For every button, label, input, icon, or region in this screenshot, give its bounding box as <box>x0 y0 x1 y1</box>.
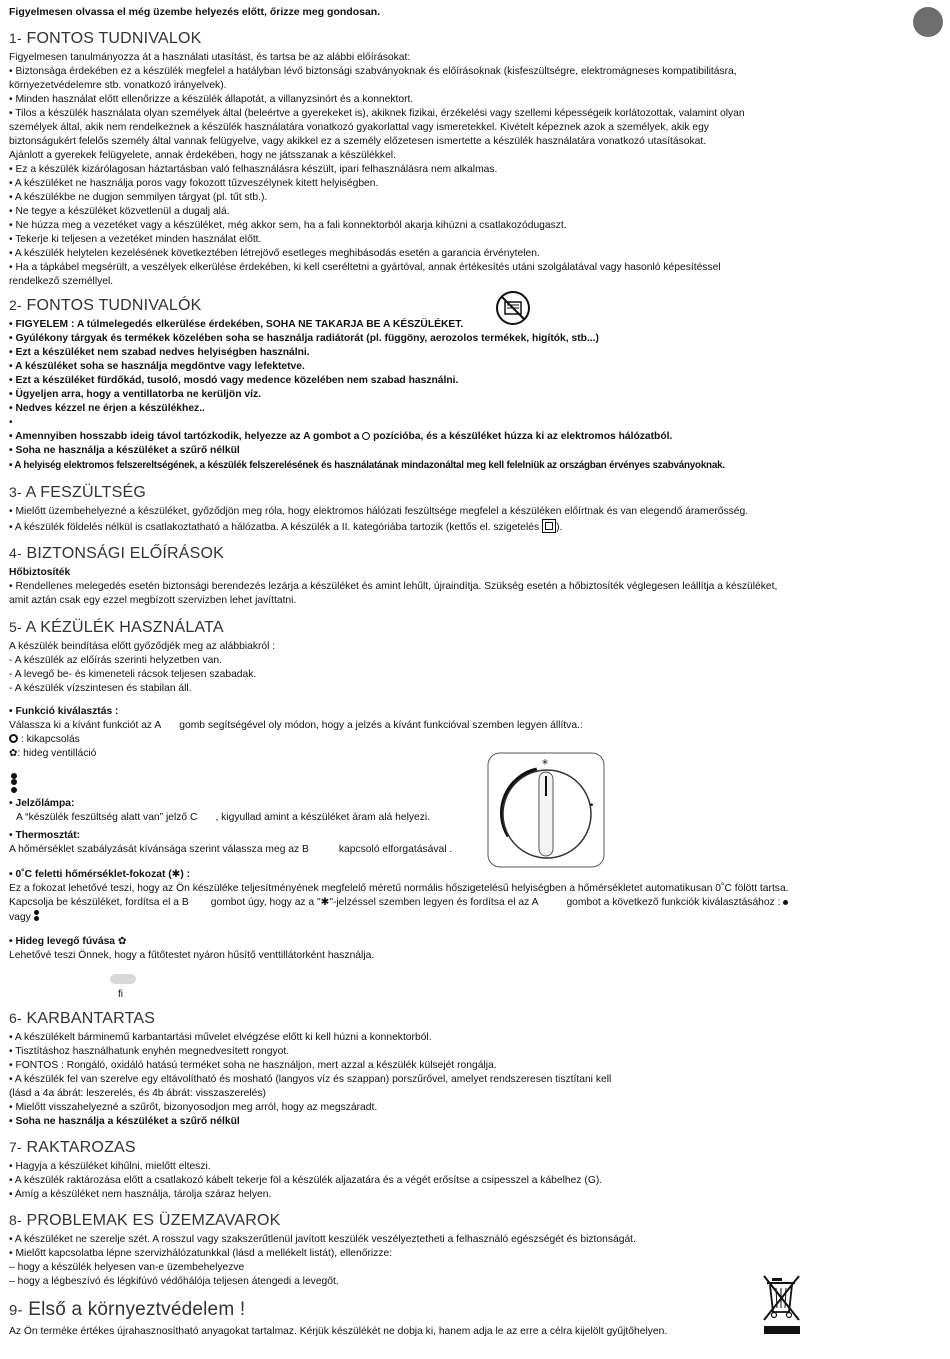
s2-line: • Ezt a készüléket fürdőkád, tusoló, mosdó vagy medence közelében nem szabad használni. <box>9 375 459 386</box>
s5-check: - A levegő be- és kimeneteli rácsok teljesen szabadak. <box>9 669 257 680</box>
s5-check: - A készülék vízszintesen és stabilan áll. <box>9 683 192 694</box>
s7-line: • Amíg a készüléket nem használja, tárolja száraz helyen. <box>9 1189 272 1200</box>
frost-line-3: vagy <box>9 910 872 925</box>
s8-line: • A készüléket ne szerelje szét. A rosszul vagy szakszerűtlenül javított keszülék veszélyeztetheti a felhasználó egészségét és biztonságát. <box>9 1234 636 1245</box>
section-8-heading: 8- PROBLEMAK ES ÜZEMZAVAROK <box>9 1212 281 1229</box>
frost-icon: ✱ <box>171 869 181 880</box>
frost-line: Ez a fokozat lehetővé teszi, hogy az Ön készüléke teljesítményének megfelelő méretű normális hőszigetelésű helyiségben a hőmérsékletet automatikusan 0˚C fölött tartsa. <box>9 883 789 894</box>
lamp-title: • Jelzőlámpa: <box>9 798 75 809</box>
frost-title: • 0˚C feletti hőmérséklet-fokozat (✱) : <box>9 869 191 880</box>
section-2-heading: 2- FONTOS TUDNIVALÓK <box>9 297 202 314</box>
fan-fi-label: fi <box>118 989 123 1000</box>
s5-check: - A készülék az előírás szerinti helyzetben van. <box>9 655 222 666</box>
s2-filter-line: • Soha ne használja a készüléket a szűrő nélkül <box>9 445 240 456</box>
s2-line: • A készüléket soha se használja megdöntve vagy lefektetve. <box>9 361 305 372</box>
section-1-heading: 1- FONTOS TUDNIVALOK <box>9 30 202 47</box>
s1-line: Figyelmesen tanulmányozza át a használati utasítást, és tartsa be az alábbi előírásokat: <box>9 52 411 63</box>
high-heat-dots-icon <box>34 910 40 923</box>
section-5-heading: 5- A KÉZÜLÉK HASZNÁLATA <box>9 619 224 636</box>
low-heat-dot-icon <box>783 900 788 905</box>
top-note: Figyelmesen olvassa el még üzembe helyezés előtt, őrizze meg gondosan. <box>9 6 381 18</box>
section-7-heading: 7- RAKTAROZAS <box>9 1139 136 1156</box>
s8-line: – hogy a légbeszívó és légkifúvó védőhálója teljesen átengedi a levegőt. <box>9 1276 339 1287</box>
thermostat-knob-illustration <box>487 752 605 868</box>
s1-line: környezetvédelemre stb. vonatkozó irányelvek). <box>9 80 227 91</box>
s5-check: A készülék beindítása előtt győződjék meg az alábbiakról : <box>9 641 276 652</box>
cold-option: ✿: hideg ventilláció <box>9 748 97 759</box>
weee-bin-icon <box>762 1274 802 1336</box>
s4-subtitle: Hőbiztosíték <box>9 567 71 578</box>
language-marker <box>913 7 943 37</box>
s2-line: • Ügyeljen arra, hogy a ventillatorba ne kerüljön víz. <box>9 389 261 400</box>
s8-line: • Mielőtt kapcsolatba lépne szervizhálózatunkkal (lásd a mellékelt listát), ellenőrizze: <box>9 1248 393 1259</box>
frost-icon: ✱ <box>320 897 330 908</box>
s3-line-2: • A készülék földelés nélkül is csatlakoztatható a hálózatba. A készülék a II. kategóriába tartozik (kettős el. szigetelés ). <box>9 519 872 535</box>
s1-line: személyek által, akik nem rendelkeznek a készülék használatára vonatkozó gyakorlattal vagy ismeretekkel. Kivételt képeznek azok a személyek, akik egy <box>9 122 709 133</box>
s2-line: • Nedves kézzel ne érjen a készülékhez.. <box>9 403 205 414</box>
section-9-heading: 9- Első a környeztvédelem ! <box>9 1299 246 1320</box>
off-icon <box>9 734 18 743</box>
s1-line: • A készülékbe ne dugjon semmilyen tárgyat (pl. tűt stb.). <box>9 192 268 203</box>
s8-line: – hogy a készülék helyesen van-e üzembehelyezve <box>9 1262 245 1273</box>
s6-line: • A készülékelt bárminemű karbantartási művelet elvégzése előtt ki kell húzni a konnektorból. <box>9 1032 432 1043</box>
s1-line: • Ne tegye a készüléket közvetlenül a dugalj alá. <box>9 206 230 217</box>
s4-line: • Rendellenes melegedés esetén biztonsági berendezés lezárja a készüléket és amint lehűlt, újraindítja. Szükség esetén a hőbiztosíték véglegesen leállítja a készüléket, <box>9 581 778 592</box>
s6-line: (lásd a 4a ábrát: leszerelés, és 4b ábrát: visszaszerelés) <box>9 1088 266 1099</box>
s1-line: • Ne húzza meg a vezetéket vagy a készüléket, még akkor sem, ha a fali konnektorból akarja kihúzni a csatlakozódugaszt. <box>9 220 567 231</box>
s2-empty-bullet: • <box>9 417 13 428</box>
s4-line: amit aztán csak egy ezzel megbízott szervizben lehet javíttatni. <box>9 595 297 606</box>
s1-line: • Ha a tápkábel megsérült, a veszélyek elkerülése érdekében, ki kell cseréltetni a gyártóval, annak értékesítés utáni szolgálatával vagy hasonló képesítéssel <box>9 262 721 273</box>
s6-line: • A készülék fel van szerelve egy eltávolítható és mosható (langyos víz és szappan) porszűrővel, amelyet rendszeresen tisztítani kell <box>9 1074 612 1085</box>
fan-switch-icon <box>110 974 136 984</box>
fan-icon: ✿ <box>9 748 18 759</box>
s2-line: • Gyúlékony tárgyak és termékek közelében soha se használja radiátorát (pl. függöny, aerozolos termékek, higítók, stb...) <box>9 333 599 344</box>
s1-line: rendelkező személlyel. <box>9 276 114 287</box>
fan-icon: ✿ <box>117 936 127 947</box>
function-select-text: Válassza ki a kívánt funkciót az A gomb segítségével oly módon, hogy a jelzés a kívánt funkcióval szemben legyen állítva.: <box>9 720 583 731</box>
s2-rules-line: • A helyiség elektromos felszereltségének, a készülék felszerelésének és használatának mindazonáltal meg kell felelniük az országban érvényes szabványoknak. <box>9 460 725 471</box>
thermostat-title: • Thermosztát: <box>9 830 81 841</box>
section-6-heading: 6- KARBANTARTAS <box>9 1010 156 1027</box>
svg-text:*: * <box>542 757 548 771</box>
s7-line: • A készülék raktározása előtt a csatlakozó kábelt tekerje föl a készülék aljazatára és a végét erősítse a csipesszel a kábelhez (G). <box>9 1175 603 1186</box>
off-option: : kikapcsolás <box>9 733 872 747</box>
s1-line: biztonságukért felelős személy által vannak felügyelve, vagy akikkel ez a személy előzetesen ismertette a készülék használatára vonatkozó utasításokat. <box>9 136 707 147</box>
frost-line-2: Kapcsolja be készüléket, fordítsa el a B gombot úgy, hogy az a "✱"-jelzéssel szemben legyen és fordítsa el az A gombot a következő funkciók kiválasztásához : <box>9 896 872 910</box>
s3-line: • Mielőtt üzembehelyezné a készüléket, győződjön meg róla, hogy elektromos hálózati feszültsége megfelel a készüléken előírtnak és van elegendő áramerősség. <box>9 506 749 517</box>
section-4-heading: 4- BIZTONSÁGI ELŐÍRÁSOK <box>9 545 225 562</box>
thermostat-text: A hőmérséklet szabályzását kívánsága szerint válassza meg az B kapcsoló elforgatásával . <box>9 844 453 855</box>
fan-text: Lehetővé teszi Önnek, hogy a fűtőtestet nyáron hűsítő venttillátorként használja. <box>9 950 375 961</box>
s1-line: • A készüléket ne használja poros vagy fokozott tűzveszélynek kitett helyiségben. <box>9 178 379 189</box>
s1-line: • Tekerje ki teljesen a vezetéket minden használat előtt. <box>9 234 262 245</box>
s7-line: • Hagyja a készüléket kihűlni, mielőtt elteszi. <box>9 1161 211 1172</box>
section-3-heading: 3- A FESZÜLTSÉG <box>9 484 146 501</box>
s6-line: • Mielőtt visszahelyezné a szűrőt, bizonyosodjon meg arról, hogy az megszáradt. <box>9 1102 378 1113</box>
s6-line: • FONTOS : Rongáló, oxidáló hatású terméket soha ne használjon, mert azzal a készülék külsejét rongálja. <box>9 1060 497 1071</box>
svg-text:•: • <box>589 801 595 811</box>
s6-bold-line: • Soha ne használja a készüléket a szűrő nélkül <box>9 1116 240 1127</box>
s2-line: • FIGYELEM : A túlmelegedés elkerülése érdekében, SOHA NE TAKARJA BE A KÉSZÜLÉKET. <box>9 319 464 330</box>
s1-line: • Minden használat előtt ellenőrizze a készülék állapotát, a villanyzsinórt és a konnektort. <box>9 94 414 105</box>
lamp-text: A “készülék feszültség alatt van” jelző C , kigyullad amint a készüléket áram alá helyezi. <box>16 812 431 823</box>
double-insulation-icon <box>542 519 556 533</box>
s1-line: Ajánlott a gyerekek felügyelete, annak érdekében, hogy ne játsszanak a készülékkel. <box>9 150 396 161</box>
s1-line: • A készülék helytelen kezelésének következtében létrejövő esetleges meghibásodás esetén a garancia érvénytelen. <box>9 248 540 259</box>
function-select-title: • Funkció kiválasztás : <box>9 706 119 717</box>
s1-line: • Ez a készülék kizárólagosan háztartásban való felhasználásra készült, ipari felhasználásra nem alkalmas. <box>9 164 498 175</box>
s2-line: • Ezt a készüléket nem szabad nedves helyiségben használni. <box>9 347 310 358</box>
s1-line: • Tilos a készülék használata olyan személyek által (beleértve a gyerekeket is), akiknek fizikai, érzékelési vagy szellemi képességeik korlátozottak, valamint olyan <box>9 108 745 119</box>
s6-line: • Tisztításhoz használhatunk enyhén megnedvesített rongyot. <box>9 1046 290 1057</box>
s1-line: • Biztonsága érdekében ez a készülék megfelel a hatályban lévő biztonsági szabványoknak és előírásoknak (kisfeszültségre, elektromágneses kompatibilitásra, <box>9 66 737 77</box>
s2-away-line: • Amennyiben hosszabb ideig távol tartózkodik, helyezze az A gombot a pozícióba, és a készüléket húzza ki az elektromos hálózatból. <box>9 431 673 442</box>
off-position-icon <box>362 432 370 440</box>
fan-title: • Hideg levegő fúvása ✿ <box>9 936 127 947</box>
s9-text: Az Ön terméke értékes újrahasznosítható anyagokat tartalmaz. Kérjük készülékét ne dobja ki, hanem adja le az erre a célra kijelölt gyűjtőhelyen. <box>9 1326 668 1337</box>
